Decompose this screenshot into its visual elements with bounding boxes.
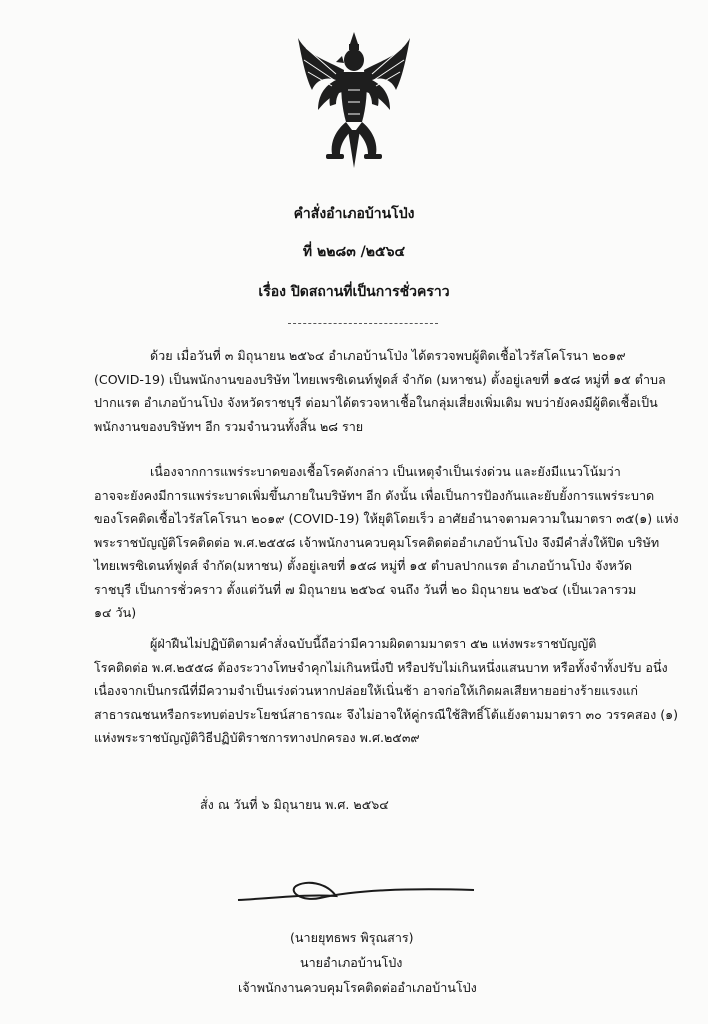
paragraph-line: เนื่องจากเป็นกรณีที่มีความจำเป็นเร่งด่วนหากปล่อยให้เนิ่นช้า อาจก่อให้เกิดผลเสียหายอย่างร้ายแรงแก่ bbox=[94, 683, 638, 698]
signer-role: เจ้าพนักงานควบคุมโรคติดต่ออำเภอบ้านโป่ง bbox=[238, 980, 477, 995]
paragraph-line: อาจจะยังคงมีการแพร่ระบาดเพิ่มขึ้นภายในบริษัทฯ อีก ดังนั้น เพื่อเป็นการป้องกันและยับยั้งการแพร่ระบาด bbox=[94, 487, 655, 503]
signer-position: นายอำเภอบ้านโป่ง bbox=[300, 955, 403, 970]
paragraph-line: ด้วย เมื่อวันที่ ๓ มิถุนายน ๒๕๖๔ อำเภอบ้านโป่ง ได้ตรวจพบผู้ติดเชื้อไวรัสโคโรนา ๒๐๑๙ bbox=[150, 348, 626, 363]
paragraph-line: ๑๔ วัน) bbox=[94, 605, 137, 620]
paragraph-line: โรคติดต่อ พ.ศ.๒๕๕๘ ต้องระวางโทษจำคุกไม่เกินหนึ่งปี หรือปรับไม่เกินหนึ่งแสนบาท หรือทั้งจำทั้งปรับ อนึ่ง bbox=[94, 659, 668, 675]
paragraph-line: ของโรคติดเชื้อไวรัสโคโรนา ๒๐๑๙ (COVID-19) ให้ยุติโดยเร็ว อาศัยอำนาจตามความในมาตรา ๓๕(๑) แห่ง bbox=[94, 511, 679, 526]
paragraph-line: (COVID-19) เป็นพนักงานของบริษัท ไทยเพรซิเดนท์ฟูดส์ จำกัด (มหาชน) ตั้งอยู่เลขที่ ๑๕๘ หมู่ที่ ๑๕ ตำบล bbox=[94, 371, 666, 387]
paragraph-line: พนักงานของบริษัทฯ อีก รวมจำนวนทั้งสิ้น ๒๘ ราย bbox=[94, 418, 364, 434]
order-date: สั่ง ณ วันที่ ๖ มิถุนายน พ.ศ. ๒๕๖๔ bbox=[200, 797, 389, 812]
order-subject: เรื่อง ปิดสถานที่เป็นการชั่วคราว bbox=[258, 284, 450, 300]
paragraph-line: เนื่องจากการแพร่ระบาดของเชื้อโรคดังกล่าว เป็นเหตุจำเป็นเร่งด่วน และยังมีแนวโน้มว่า bbox=[150, 464, 621, 479]
paragraph-line: ไทยเพรซิเดนท์ฟูดส์ จำกัด(มหาชน) ตั้งอยู่เลขที่ ๑๕๘ หมู่ที่ ๑๕ ตำบลปากแรต อำเภอบ้านโป่ง จังหวัด bbox=[94, 558, 633, 573]
paragraph-line: แห่งพระราชบัญญัติวิธีปฏิบัติราชการทางปกครอง พ.ศ.๒๕๓๙ bbox=[94, 730, 420, 745]
paragraph-line: ผู้ฝ่าฝืนไม่ปฏิบัติตามคำสั่งฉบับนี้ถือว่ามีความผิดตามมาตรา ๕๒ แห่งพระราชบัญญัติ bbox=[150, 636, 597, 651]
order-title: คำสั่งอำเภอบ้านโป่ง bbox=[293, 206, 415, 222]
handwritten-signature bbox=[236, 872, 476, 912]
paragraph-line: สาธารณชนหรือกระทบต่อประโยชน์สาธารณะ จึงไม่อาจให้คู่กรณีใช้สิทธิ์โต้แย้งตามมาตรา ๓๐ วรรคสอง (๑) bbox=[94, 706, 679, 722]
paragraph-line: ราชบุรี เป็นการชั่วคราว ตั้งแต่วันที่ ๗ มิถุนายน ๒๕๖๔ จนถึง วันที่ ๒๐ มิถุนายน ๒๕๖๔ (เป็นเวลารวม bbox=[94, 581, 637, 597]
paragraph-2 bbox=[94, 460, 679, 625]
paragraph-3 bbox=[94, 632, 678, 750]
divider-line bbox=[288, 323, 438, 324]
paragraph-line: ปากแรต อำเภอบ้านโป่ง จังหวัดราชบุรี ต่อมาได้ตรวจหาเชื้อในกลุ่มเสี่ยงเพิ่มเติม พบว่ายังคงมีผู้ติดเชื้อเป็น bbox=[94, 395, 658, 410]
signer-name: (นายยุทธพร พิรุณสาร) bbox=[290, 930, 414, 945]
garuda-emblem bbox=[296, 30, 412, 170]
paragraph-1 bbox=[94, 344, 666, 438]
paragraph-line: พระราชบัญญัติโรคติดต่อ พ.ศ.๒๕๕๘ เจ้าพนักงานควบคุมโรคติดต่ออำเภอบ้านโป่ง จึงมีคำสั่งให้ปิด บริษัท bbox=[94, 534, 660, 550]
order-number: ที่ ๒๒๘๓ /๒๕๖๔ bbox=[302, 244, 406, 260]
